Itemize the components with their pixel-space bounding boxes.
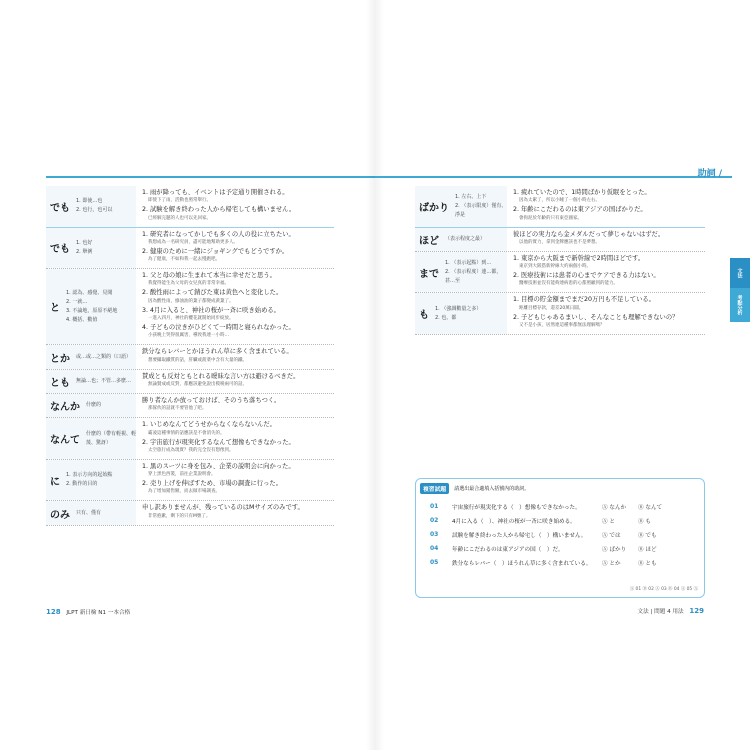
term-meaning: 2. 動作的目的 — [66, 481, 98, 488]
example-sentence: 1. 父と母の娘に生まれて本当に幸せだと思う。 — [142, 272, 276, 280]
question-number: 04 — [430, 545, 439, 552]
example-sentence: 2. 酸性雨によって錆びた東は黄色へと変化した。 — [142, 289, 283, 297]
term-cell — [46, 370, 136, 393]
example-sentence: 彼ほどの実力なら金メダルだって夢じゃないはずだ。 — [513, 230, 665, 238]
page-number-left: 128 — [46, 608, 61, 616]
term-word: も — [419, 310, 429, 322]
example-translation: 距離目標存款，還差20萬日圓。 — [519, 305, 584, 311]
table-row — [46, 394, 334, 418]
example-sentence: 2. 売り上げを伸ばすため、市場の調査に行った。 — [142, 480, 282, 488]
term-meanings — [455, 193, 507, 220]
term-meaning: 2. （表示限度）僅有、淨是 — [455, 202, 507, 218]
example-sentence: 2. 年齢にこだわるのは東アジアの国ばかりだ。 — [513, 206, 647, 214]
grammar-table-right — [415, 186, 705, 335]
term-meaning: 4. 概括、數值 — [66, 316, 98, 323]
term-cell — [46, 186, 136, 227]
term-cell — [46, 460, 136, 501]
term-meanings — [66, 289, 117, 325]
example-sentence: 2. 健康のために一緒にジョギングでもどうですか。 — [142, 247, 289, 255]
term-meaning: 2. 也行，也可以 — [76, 207, 113, 214]
term-word: でも — [50, 202, 70, 214]
example-sentence: 1. 研究者になってかしでも多くの人の役に立ちたい。 — [142, 230, 295, 238]
example-translation: 又不是小孩，居然連這種事都無法理解嗎？ — [519, 323, 605, 329]
term-meanings — [66, 471, 112, 489]
example-cell — [507, 228, 705, 251]
example-translation: 以他的實力，拿到金牌應該也不是夢想。 — [519, 239, 600, 245]
term-meanings — [445, 259, 507, 286]
term-meanings — [76, 509, 101, 518]
page-number-right: 129 — [689, 607, 704, 615]
term-meaning: 1. 表示方向的起始點 — [66, 472, 113, 479]
option-a[interactable]: Ⓐ とか — [602, 561, 621, 567]
term-meaning: 1. （表示起點）到… — [445, 259, 492, 266]
example-sentence: 賛成とも反対ともとれる曖昧な言い方は避けるべきだ。 — [142, 372, 300, 380]
table-row — [46, 460, 334, 502]
term-cell — [46, 228, 136, 269]
question-number: 01 — [430, 503, 439, 510]
term-word: なんか — [50, 402, 80, 414]
term-meanings — [76, 353, 131, 362]
question-text: 4月に入る（ ）、神社の桜が一斉に咲き始める。 — [452, 519, 576, 525]
example-translation: 小孩晚上哭得很厲害，導致我連一小時… — [148, 333, 229, 339]
example-cell — [507, 252, 705, 293]
term-meaning: 2. 也、都 — [435, 314, 457, 321]
question-text: 試験を解き終わった人から帰宅し（ ）構いません。 — [452, 533, 587, 539]
term-word: まで — [419, 268, 439, 280]
example-translation: 非常抱歉，剩下的只有M號了。 — [148, 513, 211, 519]
term-meaning: 1. 也好 — [76, 239, 93, 246]
term-meaning: 3. 不論地，原原不絕地 — [66, 307, 118, 314]
example-translation: 穿上黑色西裝，前往企業說明會。 — [148, 472, 216, 478]
term-meaning: 什麼的（帶有輕視、輕蔑、驚訝） — [86, 430, 137, 446]
example-sentence: 3. 4月に入ると、神社の桜が一斉に咲き始める。 — [142, 306, 280, 314]
example-sentence: 2. 医療技術には患者の心までケアできる力はない。 — [513, 272, 660, 280]
footer-left — [46, 608, 130, 616]
question-number: 05 — [430, 559, 439, 566]
example-sentence: 1. 雨が降っても、イベントは予定通り開催される。 — [142, 189, 289, 196]
term-word: と — [50, 303, 60, 315]
term-cell — [46, 394, 136, 417]
option-b[interactable]: Ⓑ とも — [638, 561, 657, 567]
quiz-question — [430, 545, 700, 553]
term-cell — [46, 501, 136, 524]
table-row — [46, 345, 334, 369]
term-meaning: 1. 即使…也 — [76, 198, 103, 205]
table-row — [415, 228, 705, 252]
example-sentence: 鉄分ならレバーとかほうれん草に多く含まれている。 — [142, 348, 293, 356]
term-word: のみ — [50, 509, 70, 521]
example-cell — [136, 345, 334, 368]
term-word: とか — [50, 353, 70, 365]
quiz-title — [420, 483, 529, 494]
quiz-badge: 複習試題 — [420, 483, 449, 494]
example-cell — [136, 501, 334, 524]
term-meaning: 1. （強調數量之多） — [435, 305, 482, 312]
example-sentence: 1. いじめなんてどうせからなくならないんだ。 — [142, 421, 276, 429]
table-row — [46, 370, 334, 394]
term-meaning: 2. 一就… — [66, 298, 88, 305]
term-meaning: 只有、僅有 — [76, 509, 102, 516]
term-word: ほど — [419, 235, 439, 247]
term-meanings — [86, 401, 101, 410]
example-sentence: 勝り者なんか放っておけば、そのうち落ちつく。 — [142, 396, 281, 404]
term-word: に — [50, 476, 60, 488]
example-sentence: 2. 試験を解き終わった人から帰宅しても構いません。 — [142, 206, 296, 214]
example-sentence: 2. 宇宙旅行が現実化するなんて想像もできなかった。 — [142, 438, 295, 446]
term-cell — [415, 252, 507, 293]
example-translation: 即使下了雨，活動也照常舉行。 — [148, 198, 211, 204]
option-a[interactable]: Ⓐ では — [602, 533, 621, 539]
table-row — [415, 293, 705, 335]
example-translation: 霸凌這種事情的話應該是不會消失的。 — [148, 430, 225, 436]
example-cell — [507, 186, 705, 227]
term-word: なんて — [50, 435, 80, 447]
term-cell — [415, 293, 507, 334]
example-translation: 那傢伙的話就不要管他了吧。 — [148, 406, 207, 412]
example-translation: 為了增加銷售額，而去做市場調查。 — [148, 489, 220, 495]
term-meaning: 1. 左右、上下 — [455, 193, 487, 200]
example-translation: 無論贊成或反對，都應該避免說出模稜兩可的話。 — [148, 381, 247, 387]
example-translation: 會拘泥於年齡的只有東亞國家。 — [519, 215, 582, 221]
example-translation: 因為太累了，所以小睡了一個小時左右。 — [519, 198, 600, 204]
quiz-instruction: 請選出最合適填入括號內的助詞。 — [454, 486, 530, 492]
quiz-question — [430, 531, 700, 539]
review-quiz-box — [415, 478, 705, 598]
example-sentence: 申し訳ありませんが、残っているのはMサイズのみです。 — [142, 504, 304, 512]
question-number: 02 — [430, 517, 439, 524]
example-translation: 因為酸性雨，綠油油的葉子都變成黃葉了。 — [148, 298, 234, 304]
example-cell — [136, 186, 334, 227]
header-rule-right — [375, 176, 732, 178]
example-translation: 太空旅行成為現實？我的完全沒有想像到。 — [148, 447, 234, 453]
header-rule-left — [46, 176, 375, 178]
term-meanings — [76, 239, 92, 257]
term-meaning: 什麼的 — [86, 402, 102, 409]
right-page — [375, 0, 750, 750]
chapter-title: 文法 | 問題 4 用法 — [637, 609, 684, 615]
term-meanings — [435, 305, 481, 323]
example-cell — [507, 293, 705, 334]
table-row — [46, 501, 334, 525]
question-number: 03 — [430, 531, 439, 538]
example-cell — [136, 418, 334, 459]
example-sentence: 1. 東京から大阪まで新幹線で2時間ほどです。 — [513, 254, 645, 262]
example-translation: 想要攝取鐵質的話，肝臟或菠菜中含有大量的鐵。 — [148, 357, 247, 363]
side-tab-analysis[interactable]: 考點分析 — [730, 288, 750, 322]
quiz-question — [430, 517, 700, 525]
section-tag: 助詞 / — [697, 169, 722, 179]
quiz-question — [430, 559, 700, 567]
question-text: 宇宙旅行が現実化する（ ）想像もできなかった。 — [452, 505, 581, 511]
book-title: JLPT 新日檢 N1 一本合格 — [66, 610, 131, 616]
example-translation: 我想成為一名研究員，盡可能地幫助更多人。 — [148, 239, 238, 245]
term-word: とも — [50, 377, 70, 389]
term-meaning: 或…或…之類的（口語） — [76, 353, 132, 360]
option-a[interactable]: Ⓐ と — [602, 519, 615, 525]
quiz-question — [430, 503, 700, 511]
term-cell — [46, 269, 136, 344]
option-a[interactable]: Ⓐ ばかり — [602, 547, 627, 553]
option-b[interactable]: Ⓑ でも — [638, 533, 657, 539]
question-text: 年齢にこだわるのは東アジアの国（ ）だ。 — [452, 547, 564, 553]
option-b[interactable]: Ⓑ ほど — [638, 547, 657, 553]
table-row — [415, 252, 705, 294]
grammar-table-left — [46, 186, 334, 526]
example-translation: 我覺得能生為父母的女兒真的非常幸福。 — [148, 281, 229, 287]
example-sentence: 1. 疲れていたので、1時間ばかり仮眠をとった。 — [513, 189, 651, 196]
example-translation: 已經解完題的人也可以先回家。 — [148, 215, 211, 221]
option-b[interactable]: Ⓑ も — [638, 519, 651, 525]
option-a[interactable]: Ⓐ なんか — [602, 505, 627, 511]
term-meanings — [76, 377, 131, 386]
question-text: 鉄分ならレバー（ ）ほうれん草に多く含まれている。 — [452, 561, 592, 567]
answer-key: Ⓐ 01 Ⓑ 02 Ⓐ 03 Ⓑ 04 Ⓐ 05 Ⓐ — [629, 587, 698, 592]
example-cell — [136, 269, 334, 344]
side-tab-grammar[interactable]: 文法 — [730, 258, 750, 288]
term-word: でも — [50, 244, 70, 256]
term-cell — [415, 186, 507, 227]
term-word: ばかり — [419, 202, 449, 214]
table-row — [46, 418, 334, 460]
option-b[interactable]: Ⓑ なんて — [638, 505, 663, 511]
term-cell — [415, 228, 507, 251]
example-sentence: 1. 目標の貯金額までまだ20万円も不足している。 — [513, 296, 655, 304]
table-row — [46, 269, 334, 345]
table-row — [46, 228, 334, 270]
term-meaning: （表示程度之最） — [445, 235, 486, 242]
example-translation: 一進入四月，神社的櫻花就開始同步綻放。 — [148, 316, 234, 322]
term-meaning: 1. 認為、感覺、見聞 — [66, 289, 113, 296]
term-meaning: 無論…也；不管…多麼… — [76, 377, 132, 384]
term-cell — [46, 345, 136, 368]
example-cell — [136, 228, 334, 269]
example-cell — [136, 370, 334, 393]
term-meanings — [86, 430, 136, 448]
example-cell — [136, 460, 334, 501]
term-cell — [46, 418, 136, 459]
term-meaning: 2. （表示程度）連…都，甚…至 — [445, 268, 502, 284]
term-meanings — [445, 235, 485, 244]
table-row — [46, 186, 334, 228]
footer-right — [637, 607, 704, 615]
example-translation: 為了健康，不如和我一起去慢跑吧。 — [148, 257, 220, 263]
term-meaning: 2. 舉例 — [76, 248, 93, 255]
example-translation: 東京到大阪搭新幹線大約兩個小時。 — [519, 264, 591, 270]
example-sentence: 1. 黒のスーツに身を包み、企業の説明会に向かった。 — [142, 462, 295, 470]
example-translation: 醫療技術並沒有能夠連病患的心都照顧到的能力。 — [519, 281, 618, 287]
example-sentence: 4. 子どもの泣きがひどくて一時間と寝られなかった。 — [142, 324, 295, 332]
example-sentence: 2. 子どもじゃあるまいし、そんなことも理解できないの？ — [513, 313, 679, 321]
term-meanings — [76, 197, 112, 215]
table-row — [415, 186, 705, 228]
example-cell — [136, 394, 334, 417]
